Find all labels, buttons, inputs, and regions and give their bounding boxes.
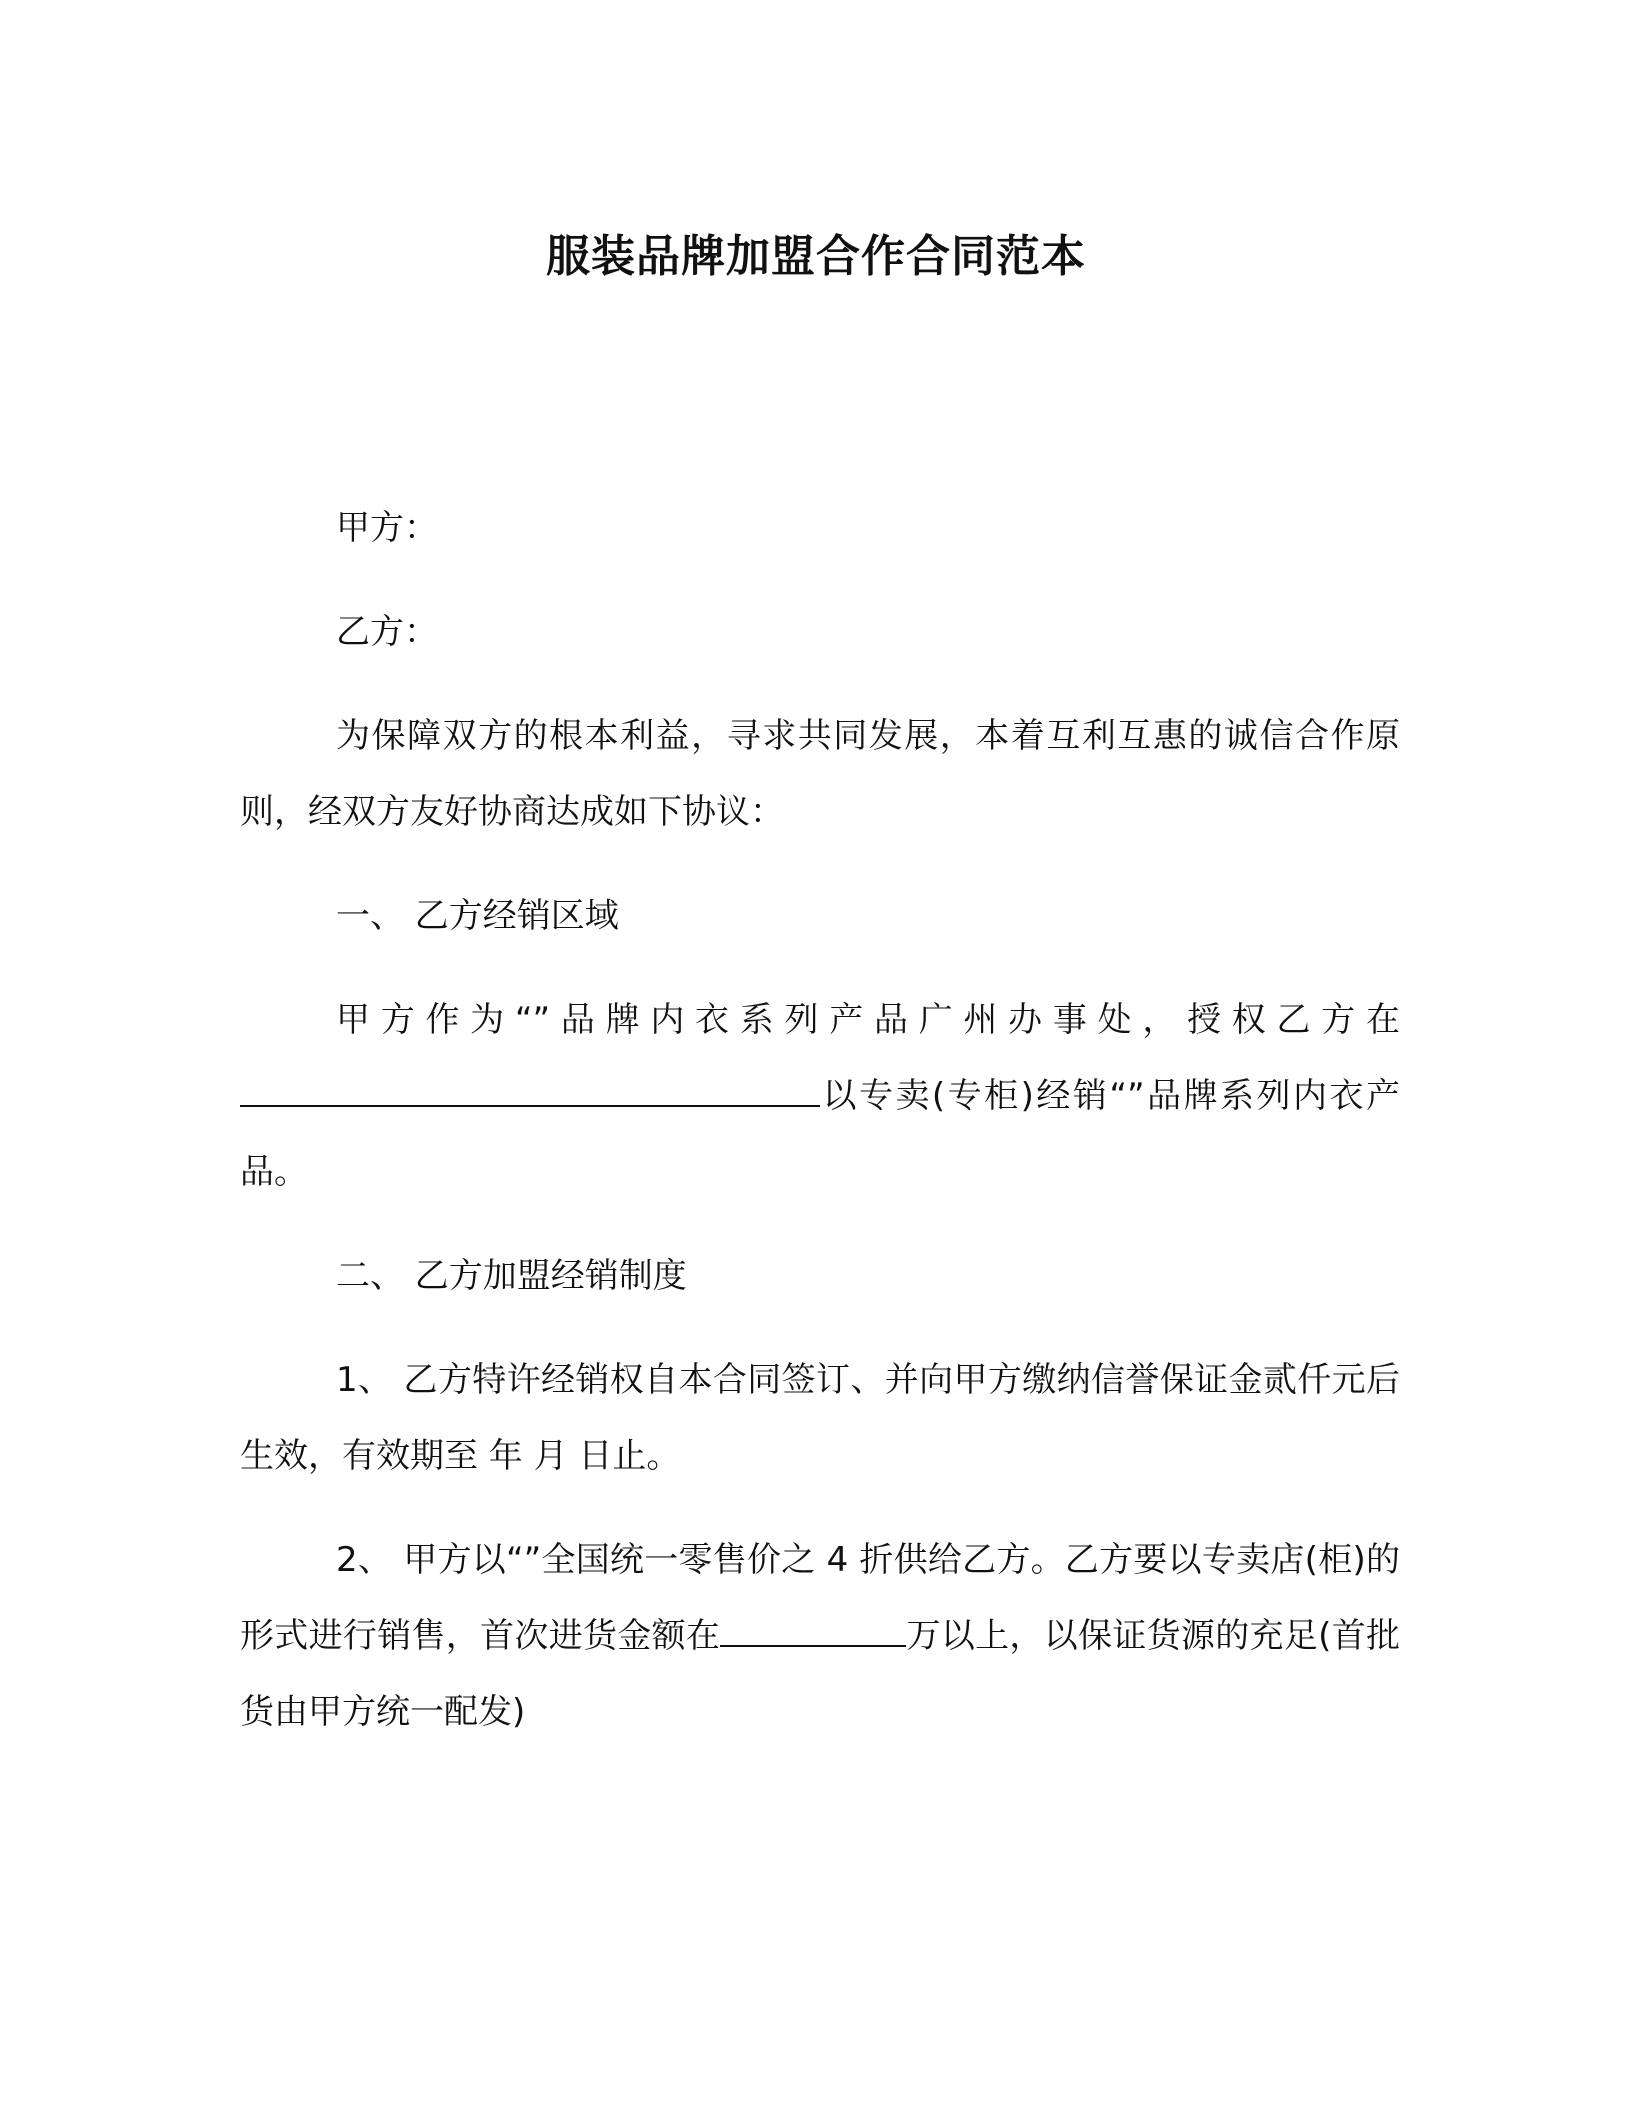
amount-blank [720, 1615, 906, 1647]
document-body [240, 490, 1400, 1778]
party-a-line: 甲方： [336, 508, 438, 548]
section1-heading: 一、 乙方经销区域 [336, 896, 619, 936]
item2-text-part1: 2、 甲方以“”全国统一零售价之 4 折供给乙方。乙方要以专卖店(柜)的形式进行销售，首次进货金额在 [240, 1540, 1400, 1656]
item2-paragraph [240, 1522, 1400, 1750]
section1-text-part1: 甲方作为“”品牌内衣系列产品广州办事处，授权乙方在 [336, 1000, 1400, 1040]
document-title: 服装品牌加盟合作合同范本 [546, 231, 1086, 282]
section1-paragraph [240, 982, 1400, 1210]
item2-text-part2: 万以上，以保证货源的充足(首批货由甲方统一配发) [240, 1616, 1401, 1732]
intro-paragraph: 为保障双方的根本利益，寻求共同发展，本着互利互惠的诚信合作原则，经双方友好协商达成如下协议： [240, 716, 1400, 832]
section2-heading: 二、 乙方加盟经销制度 [336, 1256, 687, 1296]
item1-paragraph: 1、 乙方特许经销权自本合同签订、并向甲方缴纳信誉保证金贰仟元后生效，有效期至 年 月 日止。 [240, 1360, 1400, 1476]
region-blank [240, 1075, 820, 1107]
party-b-line: 乙方： [336, 612, 438, 652]
section1-text-part2: 以专卖(专柜)经销“”品牌系列内衣产品。 [240, 1076, 1400, 1192]
